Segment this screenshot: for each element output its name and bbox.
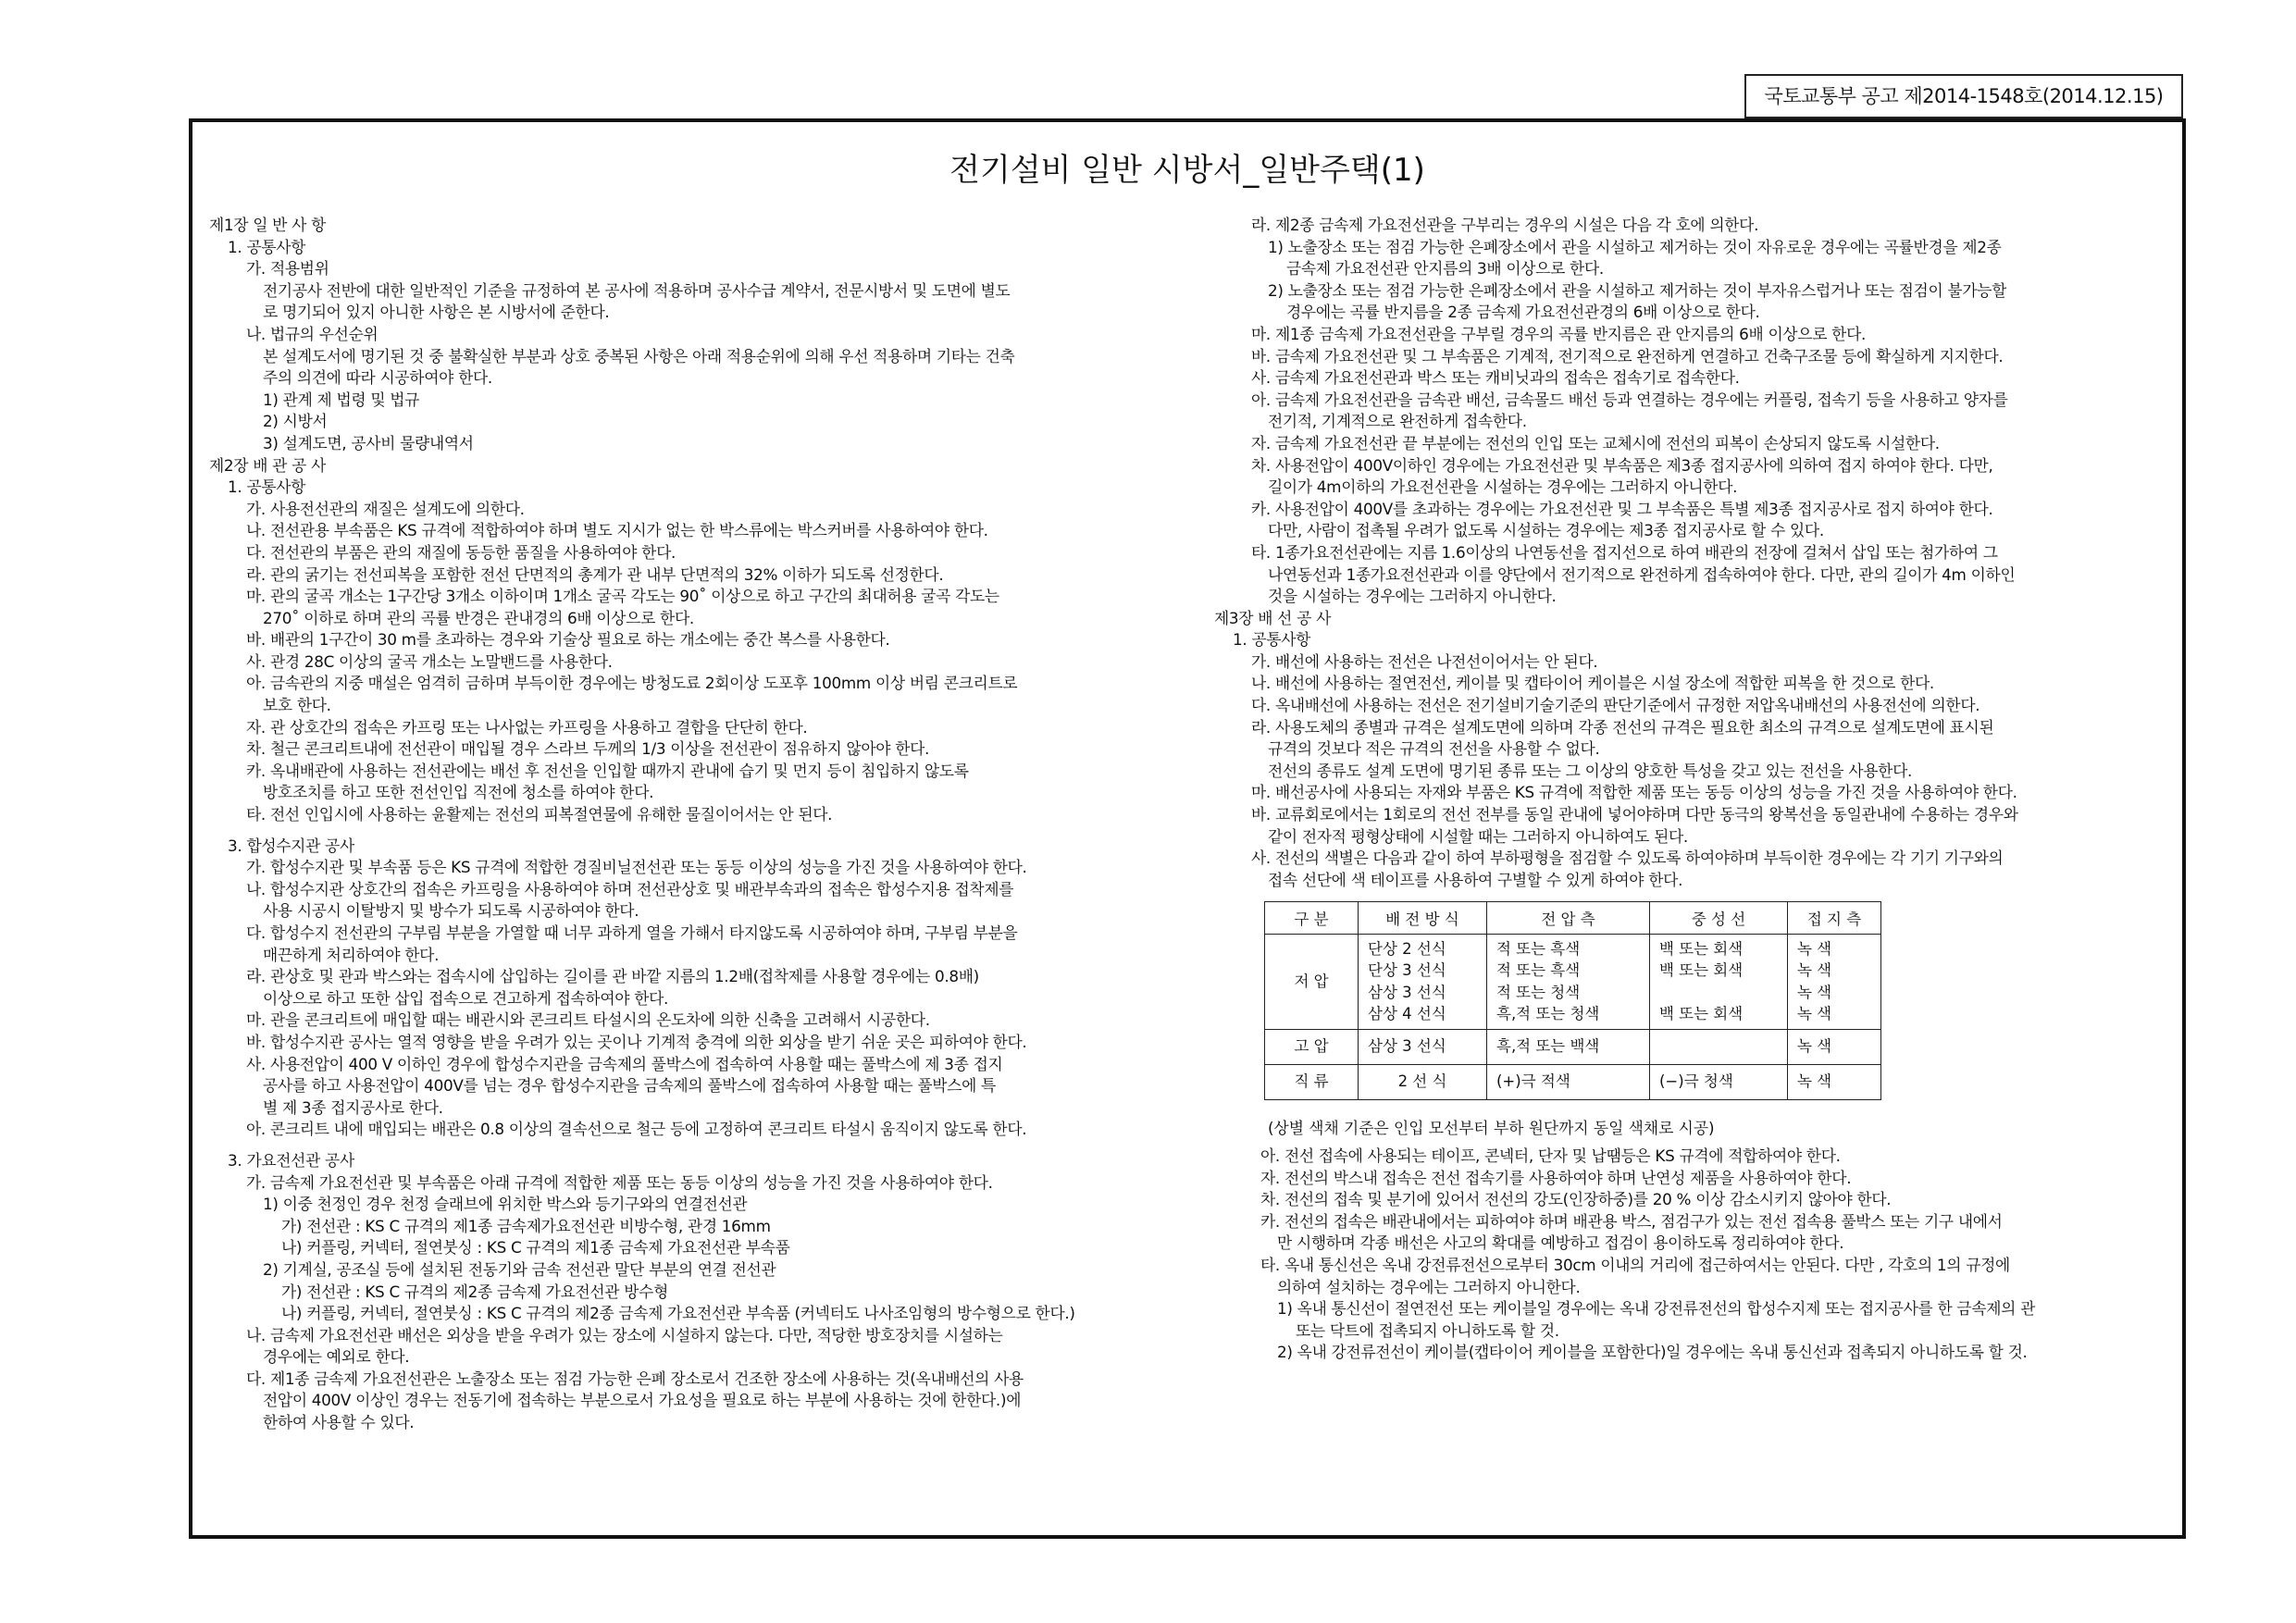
spacer-line (209, 1141, 1218, 1150)
text-line: 제3장 배 선 공 사 (1214, 608, 1331, 627)
header-ground: 접 지 측 (1788, 902, 1881, 935)
table-row-high-voltage (1265, 1029, 1881, 1064)
cell-low-ground (1788, 935, 1881, 1030)
cell-text: 녹 색 (1788, 1029, 1881, 1064)
text-line: 별 제 3종 접지공사로 한다. (263, 1097, 443, 1117)
text-line: 3. 합성수지관 공사 (228, 836, 354, 855)
cell-text: 녹 색 (1797, 940, 1832, 958)
cell-text: 삼상 3 선식 (1368, 983, 1446, 1001)
text-line: 1) 관계 제 법령 및 법규 (263, 390, 420, 409)
text-line: 카. 전선의 접속은 배관내에서는 피하여야 하며 배관용 박스, 점검구가 있는 전선 접속용 풀박스 또는 기구 내에서 (1260, 1211, 2003, 1231)
cell-text: 흑,적 또는 백색 (1487, 1029, 1650, 1064)
table-caption: (상별 색채 기준은 인입 모선부터 부하 원단까지 동일 색채로 시공) (1268, 1119, 1715, 1137)
spacer-line (209, 826, 1218, 836)
cell-text: 고 압 (1265, 1029, 1359, 1064)
text-line: 270˚ 이하로 하며 관의 곡률 반경은 관내경의 6배 이상으로 한다. (263, 608, 694, 627)
text-line: 사. 금속제 가요전선관과 박스 또는 캐비닛과의 접속은 접속기로 접속한다. (1251, 368, 1740, 388)
cell-low-systems (1359, 935, 1487, 1030)
text-line: 마. 제1종 금속제 가요전선관을 구부릴 경우의 곡률 반지름은 관 안지름의 6배 이상으로 한다. (1251, 324, 1867, 343)
text-line: 나. 전선관용 부속품은 KS 규격에 적합하여야 하며 별도 지시가 없는 한 박스류에는 박스커버를 사용하여야 한다. (246, 521, 988, 540)
cell-low-voltage-side (1487, 935, 1650, 1030)
text-line: 사. 관경 28C 이상의 굴곡 개소는 노말밴드를 사용한다. (246, 651, 613, 671)
table-row-dc (1265, 1064, 1881, 1099)
table-row-low-voltage (1265, 935, 1881, 1030)
text-line: 라. 관의 굵기는 전선피복을 포함한 전선 단면적의 총계가 관 내부 단면적의 32% 이하가 되도록 선정한다. (246, 564, 944, 584)
text-line: 경우에는 곡률 반지름을 2종 금속제 가요전선관경의 6배 이상으로 한다. (1286, 303, 1760, 322)
table-header-row (1265, 902, 1881, 935)
text-line: 로 명기되어 있지 아니한 사항은 본 시방서에 준한다. (263, 303, 610, 322)
cell-text: 삼상 4 선식 (1368, 1005, 1446, 1023)
cell-text: 녹 색 (1797, 961, 1832, 980)
cell-text: 녹 색 (1797, 983, 1832, 1001)
cell-text: (−)극 청색 (1650, 1064, 1788, 1099)
text-line: 3) 설계도면, 공사비 물량내역서 (263, 433, 474, 452)
text-line: 차. 사용전압이 400V이하인 경우에는 가요전선관 및 부속품은 제3종 접지공사에 의하여 접지 하여야 한다. 다만, (1251, 455, 1993, 475)
text-line: 공사를 하고 사용전압이 400V를 넘는 경우 합성수지관을 금속제의 풀박스에 접속하여 사용할 때는 풀박스에 특 (263, 1076, 996, 1096)
wire-color-table (1264, 901, 1881, 1100)
text-line: 가. 배선에 사용하는 전선은 나전선이어서는 안 된다. (1251, 651, 1598, 671)
cell-low-neutral (1650, 935, 1788, 1030)
text-line: 매끈하게 처리하여야 한다. (263, 945, 440, 964)
text-line: 나연동선과 1종가요전선관과 이를 양단에서 전기적으로 완전하게 접속하여야 한다. 다만, 관의 길이가 4m 이하인 (1268, 564, 2016, 584)
text-line: 의하여 설치하는 경우에는 그러하지 아니한다. (1277, 1277, 1581, 1296)
header-voltage-side: 전 압 측 (1487, 902, 1650, 935)
text-line: 것을 시설하는 경우에는 그러하지 아니한다. (1268, 587, 1557, 606)
text-line: 마. 관을 콘크리트에 매입할 때는 배관시와 콘크리트 타설시의 온도차에 의한 신축을 고려해서 시공한다. (246, 1010, 930, 1030)
text-line: 금속제 가요전선관 안지름의 3배 이상으로 한다. (1286, 259, 1604, 279)
right-column (1214, 215, 2167, 891)
left-column (209, 215, 1218, 1434)
text-line: 만 시행하며 각종 배선은 사고의 확대를 예방하고 접검이 용이하도록 정리하여야 한다. (1277, 1233, 1844, 1253)
text-line: 보호 한다. (263, 696, 331, 715)
text-line: 2) 옥내 강전류전선이 케이블(캡타이어 케이블을 포함한다)일 경우에는 옥내 통신선과 접촉되지 아니하도록 할 것. (1277, 1343, 2028, 1362)
text-line: 전기공사 전반에 대한 일반적인 기준을 규정하여 본 공사에 적용하며 공사수급 계약서, 전문시방서 및 도면에 별도 (263, 280, 1011, 300)
text-line: 바. 금속제 가요전선관 및 그 부속품은 기계적, 전기적으로 완전하게 연결하고 건축구조물 등에 확실하게 지지한다. (1251, 346, 2004, 365)
right-column-continued (1223, 1146, 2035, 1364)
text-line: 이상으로 하고 또한 삽입 접속으로 견고하게 접속하여야 한다. (263, 988, 669, 1008)
text-line: 1. 공통사항 (228, 237, 306, 256)
text-line: 아. 콘크리트 내에 매입되는 배관은 0.8 이상의 결속선으로 철근 등에 고정하여 콘크리트 타설시 움직이지 않도록 한다. (246, 1120, 1027, 1139)
text-line: 라. 제2종 금속제 가요전선관을 구부리는 경우의 시설은 다음 각 호에 의한다. (1251, 216, 1759, 234)
text-line: 사. 사용전압이 400 V 이하인 경우에 합성수지관을 금속제의 풀박스에 접속하여 사용할 때는 풀박스에 제 3종 접지 (246, 1054, 1003, 1073)
text-line: 2) 노출장소 또는 점검 가능한 은폐장소에서 관을 시설하고 제거하는 것이 부자유스럽거나 또는 점검이 불가능할 (1268, 280, 2007, 300)
text-line: 다. 옥내배선에 사용하는 전선은 전기설비기술기준의 판단기준에서 규정한 저압옥내배선의 사용전선에 의한다. (1251, 696, 1980, 715)
cell-text: 적 또는 흑색 (1496, 940, 1581, 958)
text-line: 규격의 것보다 적은 규격의 전선을 사용할 수 없다. (1268, 739, 1600, 759)
text-line: 아. 전선 접속에 사용되는 테이프, 콘넥터, 단자 및 납땜등은 KS 규격에 적합하여야 한다. (1260, 1146, 1841, 1165)
cell-text: 삼상 3 선식 (1359, 1029, 1487, 1064)
text-line: 제2장 배 관 공 사 (209, 455, 326, 475)
text-line: 라. 사용도체의 종별과 규격은 설계도면에 의하며 각종 전선의 규격은 필요한 최소의 규격으로 설계도면에 표시된 (1251, 717, 1994, 737)
text-line: 마. 관의 굴곡 개소는 1구간당 3개소 이하이며 1개소 굴곡 각도는 90˚ 이상으로 하고 구간의 최대허용 굴곡 각도는 (246, 587, 999, 606)
header-category: 구 분 (1265, 902, 1359, 935)
text-line: 타. 1종가요전선관에는 지름 1.6이상의 나연동선을 접지선으로 하여 배관의 전장에 걸쳐서 삽입 또는 첨가하여 그 (1251, 542, 1998, 562)
text-line: 또는 닥트에 접촉되지 아니하도록 할 것. (1296, 1320, 1559, 1340)
text-line: 3. 가요전선관 공사 (228, 1150, 354, 1170)
cell-text: 녹 색 (1797, 1005, 1832, 1023)
text-line: 카. 옥내배관에 사용하는 전선관에는 배선 후 전선을 인입할 때까지 관내에 습기 및 먼지 등이 침입하지 않도록 (246, 761, 969, 780)
text-line: 바. 합성수지관 공사는 열적 영향을 받을 우려가 있는 곳이나 기계적 충격에 의한 외상을 받기 쉬운 곳은 피하여야 한다. (246, 1032, 1027, 1051)
cell-text: 단상 3 선식 (1368, 961, 1446, 980)
text-line: 차. 전선의 접속 및 분기에 있어서 전선의 강도(인장하중)를 20 % 이상 감소시키지 않아야 한다. (1260, 1190, 1892, 1209)
text-line: 바. 교류회로에서는 1회로의 전선 전부를 동일 관내에 넣어야하며 다만 동극의 왕복선을 동일관내에 수용하는 경우와 (1251, 805, 2018, 824)
text-line: 길이가 4m이하의 가요전선관을 시설하는 경우에는 그러하지 아니한다. (1268, 477, 1738, 497)
cell-text: (+)극 적색 (1487, 1064, 1650, 1099)
header-system: 배 전 방 식 (1359, 902, 1487, 935)
text-line: 타. 옥내 통신선은 옥내 강전류전선으로부터 30cm 이내의 거리에 접근하여서는 안된다. 다만 , 각호의 1의 규정에 (1260, 1255, 2010, 1274)
text-line: 가) 전선관 : KS C 규격의 제2종 금속제 가요전선관 방수형 (281, 1282, 668, 1301)
text-line: 전선의 종류도 설계 도면에 명기된 종류 또는 그 이상의 양호한 특성을 갖고 있는 전선을 사용한다. (1268, 761, 1913, 780)
text-line: 아. 금속관의 지중 매설은 엄격히 금하며 부득이한 경우에는 방청도료 2회이상 도포후 100mm 이상 버림 콘크리트로 (246, 674, 1018, 693)
text-line: 나. 배선에 사용하는 절연전선, 케이블 및 캡타이어 케이블은 시설 장소에 적합한 피복을 한 것으로 한다. (1251, 674, 1934, 693)
text-line: 다. 제1종 금속제 가요전선관은 노출장소 또는 점검 가능한 은폐 장소로서 건조한 장소에 사용하는 것(옥내배선의 사용 (246, 1369, 1024, 1388)
text-line: 1. 공통사항 (228, 477, 306, 497)
text-line: 카. 사용전압이 400V를 초과하는 경우에는 가요전선관 및 그 부속품은 특별 제3종 접지공사로 접지 하여야 한다. (1251, 499, 1993, 518)
text-line: 바. 배관의 1구간이 30 m를 초과하는 경우와 기술상 필요로 하는 개소에는 중간 복스를 사용한다. (246, 630, 890, 650)
text-line: 라. 관상호 및 관과 박스와는 접속시에 삽입하는 길이를 관 바깥 지름의 1.2배(접착제를 사용할 경우에는 0.8배) (246, 967, 979, 986)
header-neutral: 중 성 선 (1650, 902, 1788, 935)
text-line: 가) 전선관 : KS C 규격의 제1종 금속제가요전선관 비방수형, 관경 16mm (281, 1216, 771, 1235)
text-line: 자. 관 상호간의 접속은 카프링 또는 나사없는 카프링을 사용하고 결합을 단단히 한다. (246, 717, 808, 737)
text-line: 2) 시방서 (263, 412, 328, 431)
text-line: 자. 전선의 박스내 접속은 전선 접속기를 사용하여야 하며 난연성 제품을 사용하여야 한다. (1260, 1168, 1852, 1187)
text-line: 1) 옥내 통신선이 절연전선 또는 케이블일 경우에는 옥내 강전류전선의 합성수지제 또는 접지공사를 한 금속제의 관 (1277, 1299, 2035, 1319)
text-line: 제1장 일 반 사 항 (209, 216, 326, 234)
text-line: 나. 합성수지관 상호간의 접속은 카프링을 사용하여야 하며 전선관상호 및 배관부속과의 접속은 합성수지용 접착제를 (246, 879, 1014, 898)
text-line: 가. 적용범위 (246, 259, 329, 279)
cell-text: 적 또는 흑색 (1496, 961, 1581, 980)
text-line: 사용 시공시 이탈방지 및 방수가 되도록 시공하여야 한다. (263, 901, 639, 921)
text-line: 다만, 사람이 접촉될 우려가 없도록 시설하는 경우에는 제3종 접지공사로 할 수 있다. (1268, 521, 1824, 540)
cell-text: 단상 2 선식 (1368, 940, 1446, 958)
cell-text: 백 또는 회색 (1659, 961, 1744, 980)
cell-low-voltage-label: 저 압 (1265, 935, 1359, 1030)
text-line: 1) 이중 천정인 경우 천정 슬래브에 위치한 박스와 등기구와의 연결전선관 (263, 1195, 748, 1214)
notice-number: 국토교통부 공고 제2014-1548호(2014.12.15) (1744, 74, 2183, 118)
document-frame (189, 118, 2186, 1539)
cell-text: 적 또는 청색 (1496, 983, 1581, 1001)
text-line: 경우에는 예외로 한다. (263, 1347, 410, 1367)
text-line: 방호조치를 하고 또한 전선인입 직전에 청소를 하여야 한다. (263, 783, 654, 802)
text-line: 자. 금속제 가요전선관 끝 부분에는 전선의 인입 또는 교체시에 전선의 피복이 손상되지 않도록 시설한다. (1251, 433, 1940, 452)
text-line: 전기적, 기계적으로 완전하게 접속한다. (1268, 412, 1527, 431)
text-line: 전압이 400V 이상인 경우는 전동기에 접속하는 부분으로서 가요성을 필요로 하는 부분에 사용하는 것에 한한다.)에 (263, 1391, 1022, 1410)
text-line: 같이 전자적 평형상태에 시설할 때는 그러하지 아니하여도 된다. (1268, 826, 1688, 846)
text-line: 가. 합성수지관 및 부속품 등은 KS 규격에 적합한 경질비닐전선관 또는 동등 이상의 성능을 가진 것을 사용하여야 한다. (246, 858, 1027, 877)
text-line: 가. 사용전선관의 재질은 설계도에 의한다. (246, 499, 525, 518)
cell-text: 백 또는 회색 (1659, 940, 1744, 958)
text-line: 차. 철근 콘크리트내에 전선관이 매입될 경우 스라브 두께의 1/3 이상을 전선관이 점유하지 않아야 한다. (246, 739, 930, 759)
cell-text: 직 류 (1265, 1064, 1359, 1099)
text-line: 나. 법규의 우선순위 (246, 324, 379, 343)
text-line: 나) 커플링, 커넥터, 절연붓싱 : KS C 규격의 제2종 금속제 가요전선관 부속품 (커넥터도 나사조임형의 방수형으로 한다.) (281, 1304, 1075, 1323)
text-line: 1. 공통사항 (1233, 630, 1311, 650)
cell-text: 녹 색 (1788, 1064, 1881, 1099)
text-line: 나. 금속제 가요전선관 배선은 외상을 받을 우려가 있는 장소에 시설하지 않는다. 다만, 적당한 방호장치를 시설하는 (246, 1325, 1003, 1344)
text-line: 가. 금속제 가요전선관 및 부속품은 아래 규격에 적합한 제품 또는 동등 이상의 성능을 가진 것을 사용하여야 한다. (246, 1172, 993, 1192)
text-line: 본 설계도서에 명기된 것 중 불확실한 부분과 상호 중복된 사항은 아래 적용순위에 의해 우선 적용하며 기타는 건축 (263, 346, 1015, 365)
cell-text: 2 선 식 (1359, 1064, 1487, 1099)
text-line: 1) 노출장소 또는 점검 가능한 은폐장소에서 관을 시설하고 제거하는 것이 자유로운 경우에는 곡률반경을 제2종 (1268, 237, 2002, 256)
document-title: 전기설비 일반 시방서_일반주택(1) (949, 152, 1425, 189)
text-line: 다. 전선관의 부품은 관의 재질에 동등한 품질을 사용하여야 한다. (246, 542, 676, 562)
text-line: 2) 기계실, 공조실 등에 설치된 전동기와 금속 전선관 말단 부분의 연결 전선관 (263, 1259, 776, 1279)
cell-text: 흑,적 또는 청색 (1496, 1005, 1600, 1023)
cell-text: 백 또는 회색 (1659, 1005, 1744, 1023)
text-line: 다. 합성수지 전선관의 구부림 부분을 가열할 때 너무 과하게 열을 가해서 타지않도록 시공하여야 하며, 구부림 부분을 (246, 923, 1018, 942)
text-line: 주의 의견에 따라 시공하여야 한다. (263, 368, 492, 388)
cell-text (1659, 982, 1778, 1003)
text-line: 접속 선단에 색 테이프를 사용하여 구별할 수 있게 하여야 한다. (1268, 870, 1683, 889)
text-line: 마. 배선공사에 사용되는 자재와 부품은 KS 규격에 적합한 제품 또는 동등 이상의 성능을 가진 것을 사용하여야 한다. (1251, 783, 2017, 802)
text-line: 나) 커플링, 커넥터, 절연붓싱 : KS C 규격의 제1종 금속제 가요전선관 부속품 (281, 1238, 790, 1258)
text-line: 아. 금속제 가요전선관을 금속관 배선, 금속몰드 배선 등과 연결하는 경우에는 커플링, 접속기 등을 사용하고 양자를 (1251, 390, 2008, 409)
text-line: 사. 전선의 색별은 다음과 같이 하여 부하평형을 점검할 수 있도록 하여야하며 부득이한 경우에는 각 기기 기구와의 (1251, 849, 2004, 868)
text-line: 한하여 사용할 수 있다. (263, 1413, 415, 1432)
text-line: 타. 전선 인입시에 사용하는 윤활제는 전선의 피복절연물에 유해한 물질이어서는 안 된다. (246, 805, 833, 824)
cell-text (1650, 1029, 1788, 1064)
